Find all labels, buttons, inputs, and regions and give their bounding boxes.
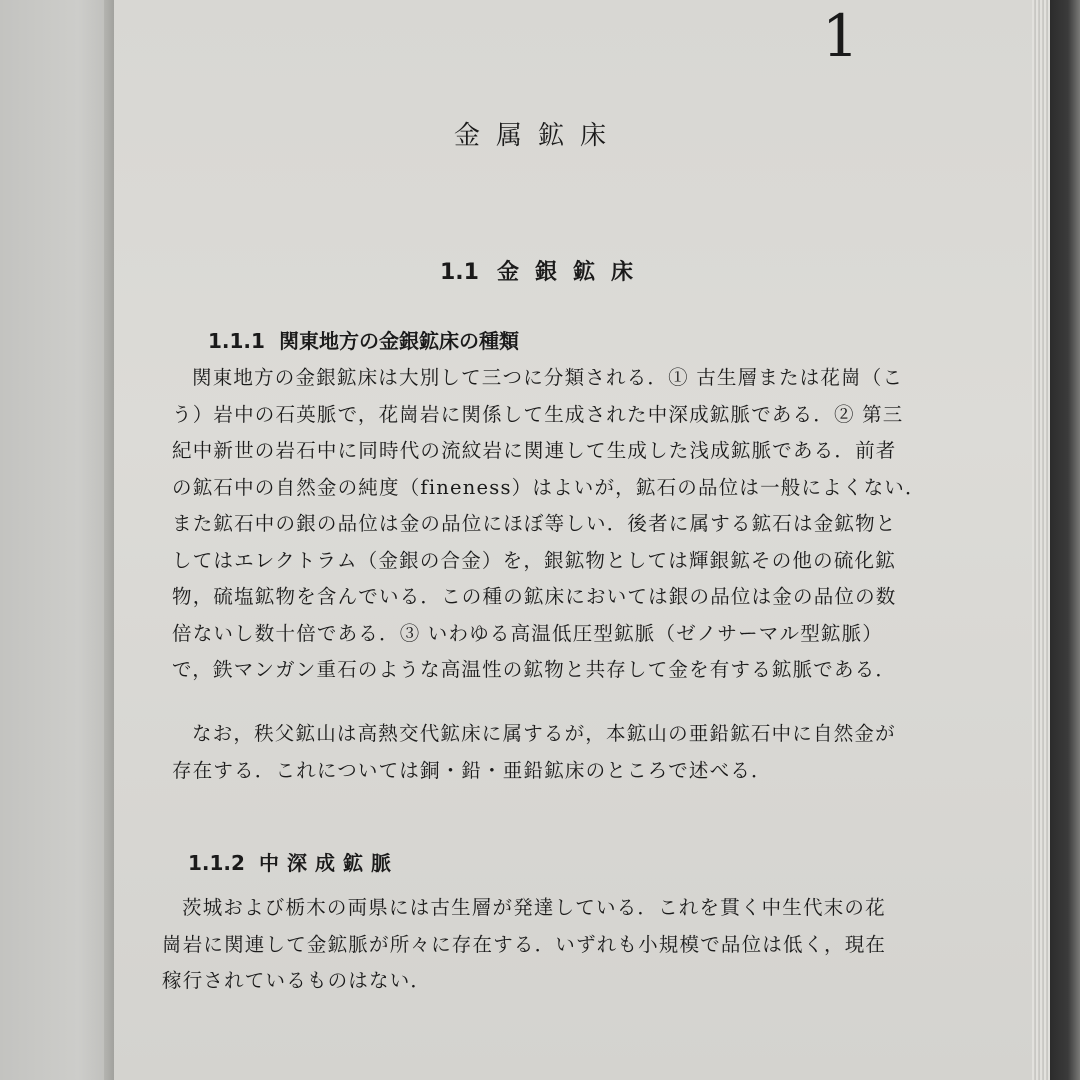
facing-page bbox=[0, 0, 112, 1080]
paragraph-line: 物，硫塩鉱物を含んでいる．この種の鉱床においては銀の品位は金の品位の数 bbox=[172, 585, 897, 608]
subsection-number: 1.1.1 bbox=[208, 329, 265, 353]
paragraph-line: う）岩中の石英脈で，花崗岩に関係して生成された中深成鉱脈である．② 第三 bbox=[172, 402, 904, 426]
paragraph-line: 紀中新世の岩石中に同時代の流紋岩に関連して生成した浅成鉱脈である．前者 bbox=[172, 439, 897, 462]
paragraph-line: 関東地方の金銀鉱床は大別して三つに分類される．① 古生層または花崗（こ bbox=[192, 366, 904, 389]
chapter-number: 1 bbox=[822, 2, 859, 70]
subsection-heading-1 bbox=[208, 324, 519, 358]
paragraph-line: 稼行されているものはない． bbox=[162, 969, 432, 992]
paragraph-3 bbox=[162, 890, 886, 1000]
paragraph-2 bbox=[172, 716, 896, 789]
section-number: 1.1 bbox=[440, 260, 479, 285]
paragraph-line: なお，秩父鉱山は高熱交代鉱床に属するが，本鉱山の亜鉛鉱石中に自然金が bbox=[192, 722, 896, 745]
chapter-title: 金属鉱床 bbox=[454, 121, 623, 151]
paragraph-line: また鉱石中の銀の品位は金の品位にほぼ等しい．後者に属する鉱石は金鉱物と bbox=[172, 512, 897, 535]
paragraph-1 bbox=[172, 360, 926, 689]
paragraph-line: 倍ないし数十倍である．③ いわゆる高温低圧型鉱脈（ゼノサーマル型鉱脈） bbox=[172, 621, 884, 645]
book-cover-edge bbox=[1050, 0, 1080, 1080]
section-heading bbox=[440, 254, 649, 292]
paragraph-line: 崗岩に関連して金鉱脈が所々に存在する．いずれも小規模で品位は低く，現在 bbox=[162, 932, 887, 956]
page-edges bbox=[1032, 0, 1050, 1080]
paragraph-line: してはエレクトラム（金銀の合金）を，銀鉱物としては輝銀鉱その他の硫化鉱 bbox=[172, 548, 896, 572]
subsection-number: 1.1.2 bbox=[188, 851, 245, 875]
subsection-title: 中深成鉱脈 bbox=[258, 851, 399, 875]
paragraph-line: 存在する．これについては銅・鉛・亜鉛鉱床のところで述べる． bbox=[172, 758, 772, 782]
paragraph-line: で，鉄マンガン重石のような高温性の鉱物と共存して金を有する鉱脈である． bbox=[172, 658, 897, 681]
subsection-heading-2 bbox=[188, 846, 399, 880]
section-title: 金銀鉱床 bbox=[496, 260, 649, 285]
subsection-title: 関東地方の金銀鉱床の種類 bbox=[278, 329, 519, 353]
paragraph-line: の鉱石中の自然金の純度（fineness）はよいが，鉱石の品位は一般によくない． bbox=[172, 475, 926, 499]
paragraph-line: 茨城および栃木の両県には古生層が発達している．これを貫く中生代末の花 bbox=[182, 896, 886, 919]
